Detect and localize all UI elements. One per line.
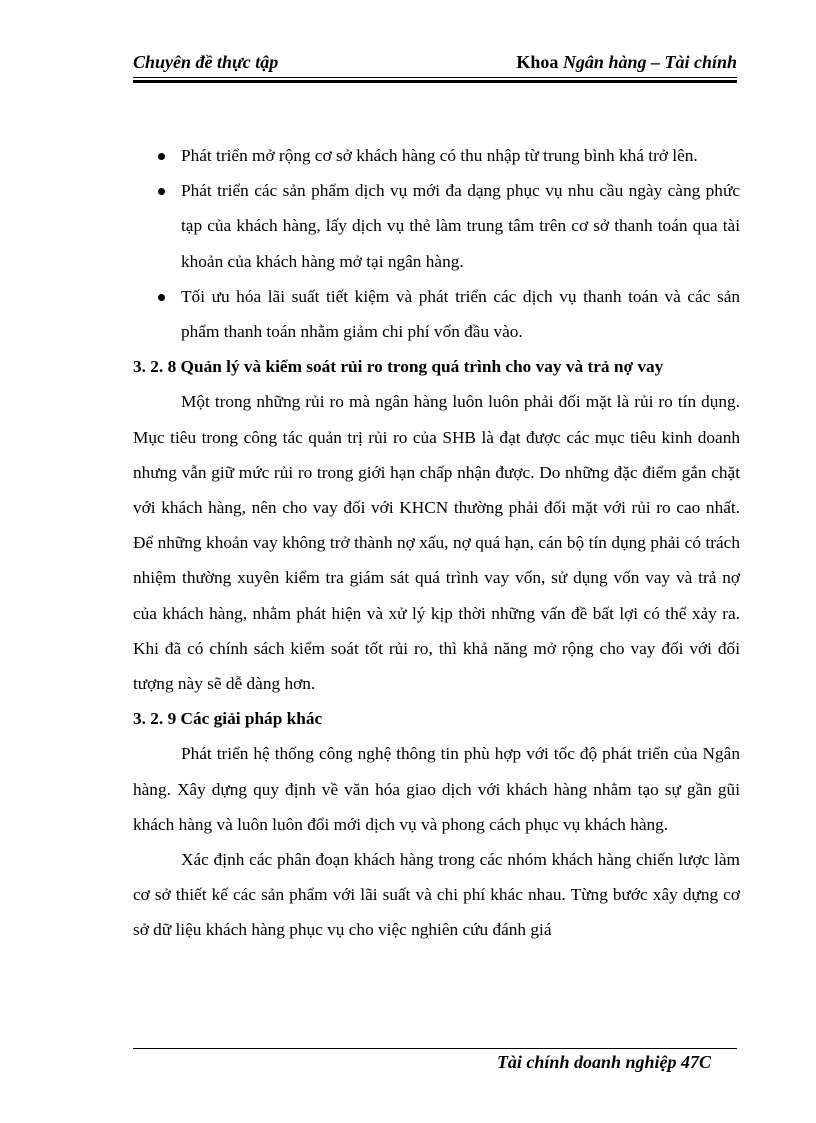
list-item-text: Tối ưu hóa lãi suất tiết kiệm và phát triển các dịch vụ thanh toán và các sản phẩm thanh toán nhằm giảm chi phí vốn đầu vào.: [181, 286, 740, 342]
header-rule-thin: [133, 77, 737, 78]
bullet-icon: [158, 294, 165, 301]
header-title-right: [516, 52, 737, 73]
page-header: [133, 52, 737, 73]
bullet-list: [133, 138, 740, 349]
header-right-rest: Ngân hàng – Tài chính: [562, 52, 737, 72]
list-item: [133, 173, 740, 279]
list-item: [133, 138, 740, 173]
header-rule-thick: [133, 80, 737, 83]
footer-rule: [133, 1048, 737, 1049]
bullet-icon: [158, 153, 165, 160]
list-item: [133, 279, 740, 349]
list-item-text: Phát triển các sản phẩm dịch vụ mới đa dạng phục vụ nhu cầu ngày càng phức tạp của khách hàng, lấy dịch vụ thẻ làm trung tâm trên cơ sở thanh toán qua tài khoản của khách hàng mở tại ngân hàng.: [181, 181, 740, 271]
bullet-icon: [158, 188, 165, 195]
section-paragraph: Xác định các phân đoạn khách hàng trong các nhóm khách hàng chiến lược làm cơ sở thiết kế các sản phẩm với lãi suất và chi phí khác nhau. Từng bước xây dựng cơ sở dữ liệu khách hàng phục vụ cho việc nghiên cứu đánh giá: [133, 850, 740, 940]
page-footer: Tài chính doanh nghiệp 47C: [496, 1052, 711, 1072]
section-paragraph: Phát triển hệ thống công nghệ thông tin phù hợp với tốc độ phát triển của Ngân hàng. Xây dựng quy định về văn hóa giao dịch với khách hàng nhằm tạo sự gần gũi khách hàng và luôn luôn đổi mới dịch vụ và phong cách phục vụ khách hàng.: [133, 744, 740, 834]
section-paragraph: Một trong những rủi ro mà ngân hàng luôn luôn phải đối mặt là rủi ro tín dụng. Mục tiêu trong công tác quản trị rủi ro của SHB là đạt được các mục tiêu kinh doanh nhưng vẫn giữ mức rủi ro trong giới hạn chấp nhận được. Do những đặc điểm gắn chặt với khách hàng, nên cho vay đối với KHCN thường phải đối mặt với rủi ro cao nhất. Để những khoản vay không trở thành nợ xấu, nợ quá hạn, cán bộ tín dụng phải có trách nhiệm thường xuyên kiểm tra giám sát quá trình vay vốn, sử dụng vốn vay và trả nợ của khách hàng, nhằm phát hiện và xử lý kịp thời những vấn đề bất lợi có thể xảy ra. Khi đã có chính sách kiểm soát tốt rủi ro, thì khả năng mở rộng cho vay đối với đối tượng này sẽ dễ dàng hơn.: [133, 392, 740, 694]
section-heading-3-2-8: 3. 2. 8 Quản lý và kiểm soát rủi ro trong quá trình cho vay và trả nợ vay: [133, 357, 664, 377]
list-item-text: Phát triển mở rộng cơ sở khách hàng có thu nhập từ trung bình khá trở lên.: [181, 146, 698, 165]
header-title-left: Chuyên đề thực tập: [133, 52, 279, 72]
page-body: [133, 138, 740, 948]
section-heading-3-2-9: 3. 2. 9 Các giải pháp khác: [133, 709, 323, 729]
header-right-prefix: Khoa: [516, 52, 559, 72]
